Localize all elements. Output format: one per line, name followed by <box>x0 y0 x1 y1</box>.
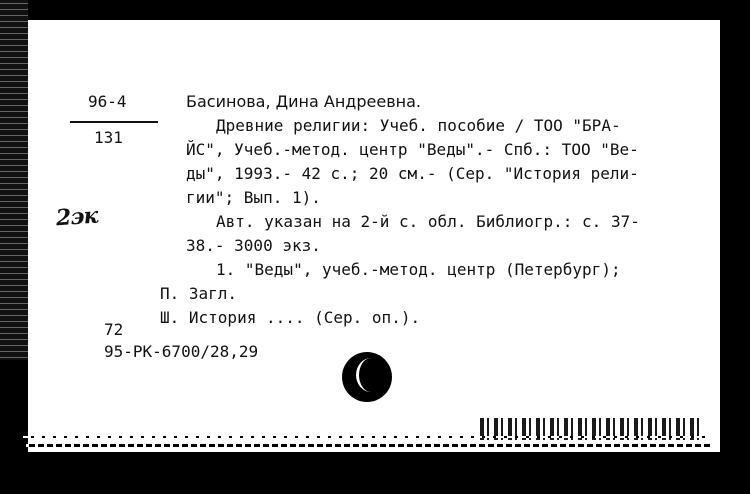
shelf-mark: 96-4 <box>88 92 127 111</box>
author-heading: Басинова, Дина Андреевна. <box>186 92 421 111</box>
handwritten-note: 2эк <box>55 202 99 232</box>
description-line-2: ЙС", Учеб.-метод. центр "Веды".- Спб.: ТОО "Ве- <box>186 140 639 159</box>
punch-hole-rim <box>356 358 386 392</box>
bottom-dashed-line <box>20 444 710 447</box>
card-number: 72 <box>104 320 124 339</box>
tracing-line-3: Ш. История .... (Сер. оп.). <box>160 308 421 327</box>
bottom-dotted-line <box>20 436 710 438</box>
scan-edge-noise <box>0 0 28 360</box>
note-line-1: Авт. указан на 2-й с. обл. Библиогр.: с. 37- <box>216 212 640 231</box>
author-mark: 131 <box>94 128 123 147</box>
registration-number: 95-РК-6700/28,29 <box>104 342 259 361</box>
classification-rule <box>70 121 158 123</box>
description-line-4: гии"; Вып. 1). <box>186 188 321 207</box>
description-line-3: ды", 1993.- 42 с.; 20 см.- (Сер. "История рели- <box>186 164 639 183</box>
tracing-line-1: 1. "Веды", учеб.-метод. центр (Петербург); <box>216 260 621 279</box>
tracing-line-2: П. Загл. <box>160 284 238 303</box>
description-line-1: Древние религии: Учеб. пособие / ТОО "БРА- <box>216 116 621 135</box>
note-line-2: 38.- 3000 экз. <box>186 236 321 255</box>
